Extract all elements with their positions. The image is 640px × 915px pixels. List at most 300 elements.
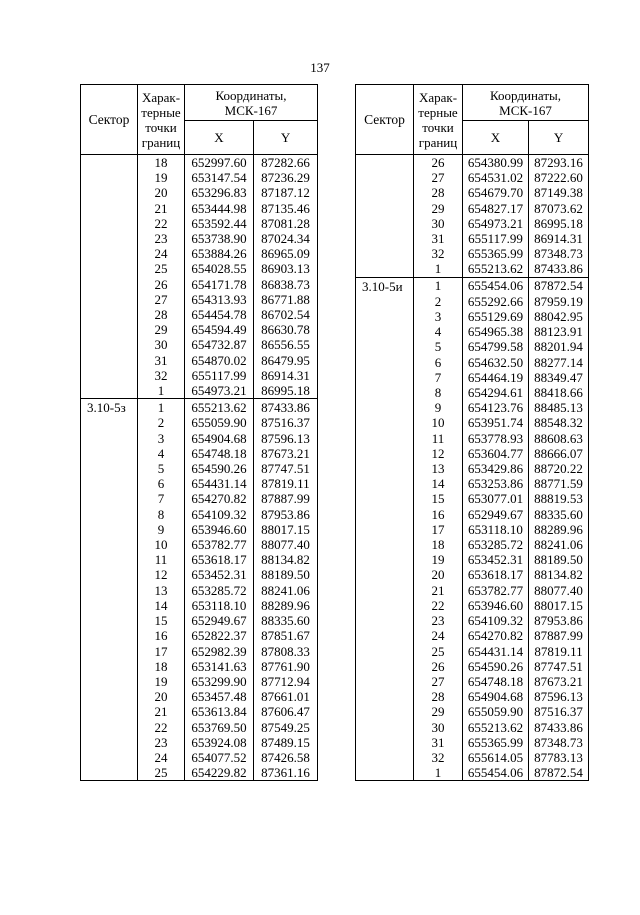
point-cell: 10: [414, 415, 463, 430]
table-row: [356, 522, 589, 537]
table-row: [81, 337, 318, 352]
x-cell: 654123.76: [463, 400, 529, 415]
x-cell: 654270.82: [463, 628, 529, 643]
x-cell: 654590.26: [185, 461, 254, 476]
sector-cell: [356, 735, 414, 750]
x-cell: 653429.86: [463, 461, 529, 476]
sector-cell: [81, 170, 138, 185]
table-row: [356, 689, 589, 704]
y-cell: 88608.63: [529, 431, 589, 446]
table-row: [356, 461, 589, 476]
sector-cell: [81, 537, 138, 552]
point-cell: 24: [138, 246, 185, 261]
y-cell: 87953.86: [254, 507, 318, 522]
y-cell: 88771.59: [529, 476, 589, 491]
point-cell: 20: [414, 567, 463, 582]
sector-cell: [356, 522, 414, 537]
table-row: [81, 583, 318, 598]
table-body: [356, 155, 589, 781]
table-row: [356, 155, 589, 171]
sector-cell: [81, 307, 138, 322]
sector-cell: [81, 522, 138, 537]
y-cell: 87661.01: [254, 689, 318, 704]
sector-cell: [81, 750, 138, 765]
y-cell: 88289.96: [529, 522, 589, 537]
y-cell: 86838.73: [254, 277, 318, 292]
table-row: [356, 765, 589, 781]
table-row: [356, 628, 589, 643]
x-cell: 652997.60: [185, 155, 254, 171]
x-cell: 654028.55: [185, 261, 254, 276]
table-row: [356, 552, 589, 567]
x-header: X: [185, 121, 254, 155]
sector-header: Сектор: [81, 85, 138, 155]
table-row: [81, 476, 318, 491]
y-cell: 88042.95: [529, 309, 589, 324]
point-cell: 21: [414, 583, 463, 598]
table-row: [81, 431, 318, 446]
table-row: [356, 613, 589, 628]
y-cell: 87348.73: [529, 246, 589, 261]
table-row: [81, 353, 318, 368]
point-cell: 19: [138, 674, 185, 689]
table-row: [356, 735, 589, 750]
sector-cell: [356, 598, 414, 613]
sector-cell: [356, 170, 414, 185]
x-cell: 653452.31: [185, 567, 254, 582]
table-row: [81, 446, 318, 461]
point-cell: 1: [138, 399, 185, 416]
y-cell: 88349.47: [529, 370, 589, 385]
x-cell: 654431.14: [463, 644, 529, 659]
table-row: [81, 261, 318, 276]
point-cell: 31: [414, 231, 463, 246]
y-cell: 88548.32: [529, 415, 589, 430]
table-row: [81, 415, 318, 430]
sector-cell: [356, 704, 414, 719]
sector-cell: [356, 446, 414, 461]
sector-cell: [356, 385, 414, 400]
y-cell: 86914.31: [254, 368, 318, 383]
y-cell: 87135.46: [254, 201, 318, 216]
sector-cell: [81, 446, 138, 461]
point-cell: 4: [138, 446, 185, 461]
table-row: [356, 507, 589, 522]
sector-cell: [356, 355, 414, 370]
y-cell: 87081.28: [254, 216, 318, 231]
x-cell: 653946.60: [185, 522, 254, 537]
point-cell: 27: [138, 292, 185, 307]
sector-cell: [81, 185, 138, 200]
y-cell: 87549.25: [254, 720, 318, 735]
x-cell: 654380.99: [463, 155, 529, 171]
x-cell: 655129.69: [463, 309, 529, 324]
x-cell: 655614.05: [463, 750, 529, 765]
point-cell: 3: [414, 309, 463, 324]
x-cell: 653118.10: [463, 522, 529, 537]
y-cell: 87596.13: [529, 689, 589, 704]
x-cell: 654431.14: [185, 476, 254, 491]
y-cell: 88289.96: [254, 598, 318, 613]
x-cell: 653618.17: [463, 567, 529, 582]
point-cell: 32: [414, 246, 463, 261]
sector-cell: [356, 476, 414, 491]
table-row: [81, 750, 318, 765]
x-cell: 654799.58: [463, 339, 529, 354]
table-row: [356, 415, 589, 430]
x-cell: 654748.18: [185, 446, 254, 461]
sector-cell: [81, 476, 138, 491]
sector-cell: [356, 216, 414, 231]
point-cell: 1: [414, 765, 463, 781]
x-cell: 653924.08: [185, 735, 254, 750]
table-row: [81, 613, 318, 628]
point-cell: 28: [414, 689, 463, 704]
y-cell: 88201.94: [529, 339, 589, 354]
x-cell: 655117.99: [463, 231, 529, 246]
point-cell: 31: [138, 353, 185, 368]
sector-cell: [356, 309, 414, 324]
table-row: [81, 598, 318, 613]
table-row: [356, 537, 589, 552]
point-cell: 27: [414, 170, 463, 185]
sector-cell: [356, 415, 414, 430]
x-cell: 653618.17: [185, 552, 254, 567]
sector-cell: [81, 383, 138, 399]
x-cell: 654077.52: [185, 750, 254, 765]
sector-cell: [356, 552, 414, 567]
x-cell: 655213.62: [463, 720, 529, 735]
point-cell: 8: [138, 507, 185, 522]
point-cell: 28: [414, 185, 463, 200]
x-cell: 655213.62: [463, 261, 529, 277]
sector-cell: [81, 322, 138, 337]
point-cell: 13: [138, 583, 185, 598]
point-cell: 25: [138, 765, 185, 781]
y-cell: 87747.51: [529, 659, 589, 674]
sector-cell: [81, 628, 138, 643]
x-cell: 653299.90: [185, 674, 254, 689]
y-cell: 87953.86: [529, 613, 589, 628]
sector-cell: [356, 246, 414, 261]
point-cell: 25: [138, 261, 185, 276]
sector-cell: [356, 750, 414, 765]
x-cell: 655059.90: [185, 415, 254, 430]
y-cell: 87516.37: [529, 704, 589, 719]
point-cell: 26: [414, 659, 463, 674]
point-cell: 12: [414, 446, 463, 461]
sector-cell: [81, 765, 138, 781]
x-cell: 654464.19: [463, 370, 529, 385]
table-row: [356, 491, 589, 506]
point-cell: 26: [138, 277, 185, 292]
sector-cell: [356, 583, 414, 598]
table-row: [356, 567, 589, 582]
y-cell: 88077.40: [529, 583, 589, 598]
sector-cell: [356, 261, 414, 277]
sector-cell: [81, 415, 138, 430]
y-cell: 88277.14: [529, 355, 589, 370]
table-row: [356, 659, 589, 674]
point-cell: 11: [138, 552, 185, 567]
point-cell: 11: [414, 431, 463, 446]
y-cell: 88335.60: [529, 507, 589, 522]
y-cell: 86771.88: [254, 292, 318, 307]
points-header: Харак- терные точки границ: [414, 85, 463, 155]
point-cell: 14: [414, 476, 463, 491]
point-cell: 16: [414, 507, 463, 522]
point-cell: 9: [138, 522, 185, 537]
point-cell: 22: [414, 598, 463, 613]
table-row: [81, 201, 318, 216]
point-cell: 1: [414, 261, 463, 277]
table-row: [356, 216, 589, 231]
point-cell: 23: [138, 735, 185, 750]
table-row: [81, 461, 318, 476]
y-cell: 87433.86: [254, 399, 318, 416]
table-row: [356, 704, 589, 719]
point-cell: 15: [138, 613, 185, 628]
sector-cell: [356, 185, 414, 200]
y-cell: 87222.60: [529, 170, 589, 185]
x-cell: 653444.98: [185, 201, 254, 216]
table-row: [81, 383, 318, 399]
sector-cell: [81, 261, 138, 276]
point-cell: 23: [414, 613, 463, 628]
table-row: [356, 385, 589, 400]
point-cell: 29: [414, 704, 463, 719]
table-row: [81, 735, 318, 750]
x-cell: 655365.99: [463, 735, 529, 750]
table-row: [356, 231, 589, 246]
sector-cell: 3.10-5и: [356, 277, 414, 294]
point-cell: 6: [414, 355, 463, 370]
y-cell: 87293.16: [529, 155, 589, 171]
point-cell: 20: [138, 185, 185, 200]
y-cell: 86965.09: [254, 246, 318, 261]
table-row: [356, 294, 589, 309]
y-cell: 87149.38: [529, 185, 589, 200]
table-row: [356, 476, 589, 491]
table-row: [81, 155, 318, 171]
y-cell: 86479.95: [254, 353, 318, 368]
y-cell: 87236.29: [254, 170, 318, 185]
x-cell: 654594.49: [185, 322, 254, 337]
sector-cell: [356, 613, 414, 628]
table-row: [81, 522, 318, 537]
y-cell: 86630.78: [254, 322, 318, 337]
y-cell: 88134.82: [254, 552, 318, 567]
point-cell: 8: [414, 385, 463, 400]
x-cell: 653296.83: [185, 185, 254, 200]
sector-cell: 3.10-5з: [81, 399, 138, 416]
sector-cell: [81, 353, 138, 368]
table-row: [81, 216, 318, 231]
y-cell: 87887.99: [529, 628, 589, 643]
y-cell: 88819.53: [529, 491, 589, 506]
y-cell: 88189.50: [254, 567, 318, 582]
y-cell: 87819.11: [254, 476, 318, 491]
table-row: [81, 659, 318, 674]
sector-cell: [81, 704, 138, 719]
x-cell: 653946.60: [463, 598, 529, 613]
table-row: [81, 246, 318, 261]
y-cell: 87433.86: [529, 720, 589, 735]
point-cell: 10: [138, 537, 185, 552]
x-cell: 653604.77: [463, 446, 529, 461]
table-row: [81, 704, 318, 719]
point-cell: 14: [138, 598, 185, 613]
table-row: [81, 720, 318, 735]
x-cell: 655213.62: [185, 399, 254, 416]
table-row: [81, 292, 318, 307]
x-cell: 653118.10: [185, 598, 254, 613]
table-row: [356, 246, 589, 261]
table-row: [81, 368, 318, 383]
coordinates-header: Координаты, МСК-167: [463, 85, 589, 121]
x-cell: 653141.63: [185, 659, 254, 674]
x-cell: 654109.32: [463, 613, 529, 628]
x-cell: 653285.72: [185, 583, 254, 598]
point-cell: 29: [414, 201, 463, 216]
y-cell: 87959.19: [529, 294, 589, 309]
x-cell: 653738.90: [185, 231, 254, 246]
point-cell: 18: [138, 659, 185, 674]
point-cell: 20: [138, 689, 185, 704]
x-cell: 654590.26: [463, 659, 529, 674]
table-row: [356, 261, 589, 277]
table-row: [81, 170, 318, 185]
table-row: [356, 583, 589, 598]
table-row: [356, 750, 589, 765]
x-cell: 653884.26: [185, 246, 254, 261]
x-cell: 654904.68: [185, 431, 254, 446]
y-cell: 87348.73: [529, 735, 589, 750]
y-cell: 87673.21: [254, 446, 318, 461]
x-cell: 653782.77: [463, 583, 529, 598]
y-cell: 88666.07: [529, 446, 589, 461]
points-header: Харак- терные точки границ: [138, 85, 185, 155]
x-cell: 653782.77: [185, 537, 254, 552]
y-header: Y: [529, 121, 589, 155]
y-cell: 87024.34: [254, 231, 318, 246]
point-cell: 23: [138, 231, 185, 246]
point-cell: 30: [138, 337, 185, 352]
x-cell: 655365.99: [463, 246, 529, 261]
sector-cell: [81, 659, 138, 674]
point-cell: 3: [138, 431, 185, 446]
sector-cell: [356, 674, 414, 689]
sector-cell: [81, 201, 138, 216]
sector-cell: [356, 659, 414, 674]
sector-cell: [356, 370, 414, 385]
x-cell: 654632.50: [463, 355, 529, 370]
table-row: [81, 507, 318, 522]
sector-cell: [81, 613, 138, 628]
point-cell: 4: [414, 324, 463, 339]
table-row: [81, 537, 318, 552]
x-cell: 653613.84: [185, 704, 254, 719]
table-row: [356, 170, 589, 185]
point-cell: 21: [138, 704, 185, 719]
point-cell: 19: [414, 552, 463, 567]
y-cell: 87761.90: [254, 659, 318, 674]
point-cell: 13: [414, 461, 463, 476]
point-cell: 25: [414, 644, 463, 659]
x-cell: 653147.54: [185, 170, 254, 185]
x-cell: 654973.21: [185, 383, 254, 399]
y-header: Y: [254, 121, 318, 155]
x-cell: 654531.02: [463, 170, 529, 185]
point-cell: 24: [138, 750, 185, 765]
sector-cell: [356, 689, 414, 704]
y-cell: 87872.54: [529, 277, 589, 294]
x-cell: 653951.74: [463, 415, 529, 430]
x-cell: 654679.70: [463, 185, 529, 200]
x-cell: 655454.06: [463, 765, 529, 781]
table-row: [356, 309, 589, 324]
x-cell: 653769.50: [185, 720, 254, 735]
y-cell: 88123.91: [529, 324, 589, 339]
y-cell: 88720.22: [529, 461, 589, 476]
y-cell: 88134.82: [529, 567, 589, 582]
table-row: [356, 431, 589, 446]
table-row: [356, 720, 589, 735]
y-cell: 87187.12: [254, 185, 318, 200]
point-cell: 32: [414, 750, 463, 765]
x-cell: 653457.48: [185, 689, 254, 704]
table-row: [356, 598, 589, 613]
table-row: [356, 370, 589, 385]
y-cell: 87489.15: [254, 735, 318, 750]
y-cell: 87426.58: [254, 750, 318, 765]
sector-header: Сектор: [356, 85, 414, 155]
table-row: [81, 491, 318, 506]
sector-cell: [356, 507, 414, 522]
table-body: [81, 155, 318, 781]
x-cell: 654109.32: [185, 507, 254, 522]
sector-cell: [356, 400, 414, 415]
y-cell: 86995.18: [254, 383, 318, 399]
sector-cell: [81, 292, 138, 307]
x-cell: 653253.86: [463, 476, 529, 491]
sector-cell: [356, 765, 414, 781]
point-cell: 22: [138, 216, 185, 231]
point-cell: 7: [138, 491, 185, 506]
y-cell: 88017.15: [254, 522, 318, 537]
coordinates-table-right: [355, 84, 589, 781]
y-cell: 87887.99: [254, 491, 318, 506]
sector-cell: [81, 598, 138, 613]
point-cell: 28: [138, 307, 185, 322]
y-cell: 87819.11: [529, 644, 589, 659]
x-cell: 652822.37: [185, 628, 254, 643]
table-row: [81, 765, 318, 781]
sector-cell: [81, 552, 138, 567]
sector-cell: [356, 431, 414, 446]
x-cell: 654870.02: [185, 353, 254, 368]
point-cell: 29: [138, 322, 185, 337]
table-row: [356, 324, 589, 339]
sector-cell: [356, 155, 414, 171]
point-cell: 12: [138, 567, 185, 582]
table-row: [356, 355, 589, 370]
y-cell: 88335.60: [254, 613, 318, 628]
table-row: [81, 322, 318, 337]
point-cell: 16: [138, 628, 185, 643]
sector-cell: [81, 368, 138, 383]
y-cell: 87516.37: [254, 415, 318, 430]
